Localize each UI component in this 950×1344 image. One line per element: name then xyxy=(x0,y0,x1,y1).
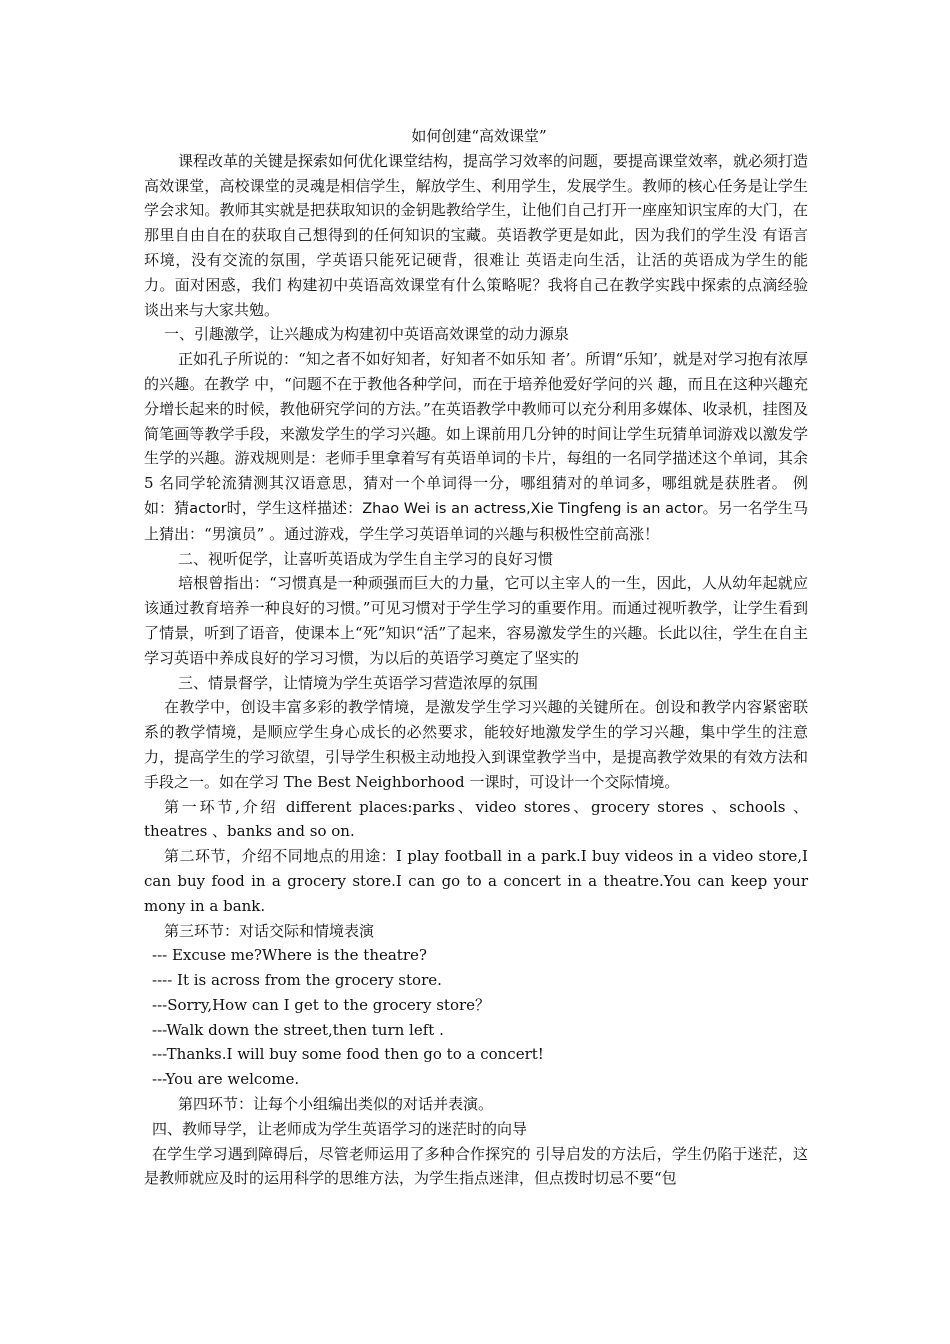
section-1-text-a: 正如孔子所说的：“知之者不如好知者，好知者不如乐知 者’。所谓“乐知’，就是对学习抱有浓厚的兴趣。在教学 中，“问题不在于教他各种学问，而在于培养他爱好学问的兴 趣，而且在这种兴趣充分增长起来的时候，教他研究学问的方法。”在英语教学中教师可以充分利用多媒体、收录机，挂图及简笔画等教学手段，来激发学生的学习兴趣。如上课前用几分钟的时间让学生玩猜单词游戏以激发学生学的兴趣。游戏规则是：老师手里拿着写有英语单词的卡片，每组的一名同学描述这个单词，其余 5 名同学轮流猜测其汉语意思，猜对一个单词得一分，哪组猜对的单词多，哪组就是获胜者。 例如：猜 xyxy=(144,350,808,517)
section-3-paragraph: 在教学中，创设丰富多彩的教学情境，是激发学生学习兴趣的关键所在。创设和教学内容紧密联系的教学情境，是顺应学生身心成长的必然要求，能较好地激发学生的学习兴趣，集中学生的注意力，提高学生的学习欲望，引导学生积极主动地投入到课堂教学当中，是提高教学效果的有效方法和手段之一。如在学习 The Best Neighborhood 一课时，可设计一个交际情境。 xyxy=(144,698,808,791)
document-title: 如何创建“高效课堂” xyxy=(411,127,547,145)
section-2-heading: 二、视听促学，让喜听英语成为学生自主学习的良好习惯 xyxy=(178,549,554,568)
section-3-step-1: 第一环节,介绍 different places:parks、video stores、grocery stores 、schools 、theatres 、banks and so on. xyxy=(144,797,808,841)
section-3-step-3: 第三环节：对话交际和情境表演 xyxy=(164,921,375,940)
section-1-text-b: actor xyxy=(189,500,227,517)
section-1-text-e: 。另一名学生马上猜出：“男演员” 。通过游戏，学生学习英语单词的兴趣与积极性空前高涨！ xyxy=(144,498,808,543)
section-4-heading: 四、教师导学，让老师成为学生英语学习的迷茫时的向导 xyxy=(152,1119,528,1138)
intro-paragraph: 课程改革的关键是探索如何优化课堂结构，提高学习效率的问题，要提高课堂效率，就必须打造高效课堂，高校课堂的灵魂是相信学生，解放学生、利用学生，发展学生。教师的核心任务是让学生学会求知。教师其实就是把获取知识的金钥匙教给学生，让他们自己打开一座座知识宝库的大门，在那里自由自在的获取自己想得到的任何知识的宝藏。英语教学更是如此，因为我们的学生没 有语言环境，没有交流的氛围，学英语只能死记硬背，很难让 英语走向生活，让活的英语成为学生的能力。面对困惑，我们 构建初中英语高效课堂有什么策略呢？我将自己在教学实践中探索的点滴经验谈出来与大家共勉。 xyxy=(144,151,809,319)
section-3-heading: 三、情景督学，让情境为学生英语学习营造浓厚的氛围 xyxy=(178,673,539,692)
section-1-text-c: 时，学生这样描述： xyxy=(226,498,363,517)
dialogue-line: ---Thanks.I will buy some food then go to a concert! xyxy=(152,1045,544,1064)
dialogue-line: ---- It is across from the grocery store. xyxy=(152,971,442,990)
section-4-paragraph: 在学生学习遇到障碍后，尽管老师运用了多种合作探究的 引导启发的方法后，学生仍陷于迷茫，这是教师就应及时的运用科学的思维方法，为学生指点迷津，但点拨时切忌不要“包 xyxy=(144,1144,808,1188)
section-3-step-4: 第四环节：让每个小组编出类似的对话并表演。 xyxy=(178,1095,494,1114)
document-page xyxy=(144,124,808,1191)
section-3-step-2: 第二环节，介绍不同地点的用途：I play football in a park.I buy videos in a video store,I can buy food in a grocery store.I can go to a concert in a theatre.You can keep your mony in a bank. xyxy=(144,847,808,915)
section-2-paragraph: 培根曾指出：“习惯真是一种顽强而巨大的力量，它可以主宰人的一生，因此，人从幼年起就应该通过教育培养一种良好的习惯。”可见习惯对于学生学习的重要作用。而通过视听教学，让学生看到了情景，听到了语音，使课本上“死”知识“活”了起来，容易激发学生的兴趣。长此以往，学生在自主学习英语中养成良好的学习习惯，为以后的英语学习奠定了坚实的 xyxy=(144,574,808,667)
dialogue-line: ---Sorry,How can I get to the grocery store？ xyxy=(152,995,491,1014)
section-1-text-d: Zhao Wei is an actress,Xie Tingfeng is an actor xyxy=(362,500,703,517)
section-1-heading: 一、引趣激学，让兴趣成为构建初中英语高效课堂的动力源泉 xyxy=(164,325,570,344)
dialogue-line: ---You are welcome. xyxy=(152,1070,300,1089)
section-1-paragraph xyxy=(144,347,808,546)
dialogue-line: ---Walk down the street,then turn left . xyxy=(152,1020,444,1039)
dialogue-line: --- Excuse me?Where is the theatre? xyxy=(152,946,427,965)
